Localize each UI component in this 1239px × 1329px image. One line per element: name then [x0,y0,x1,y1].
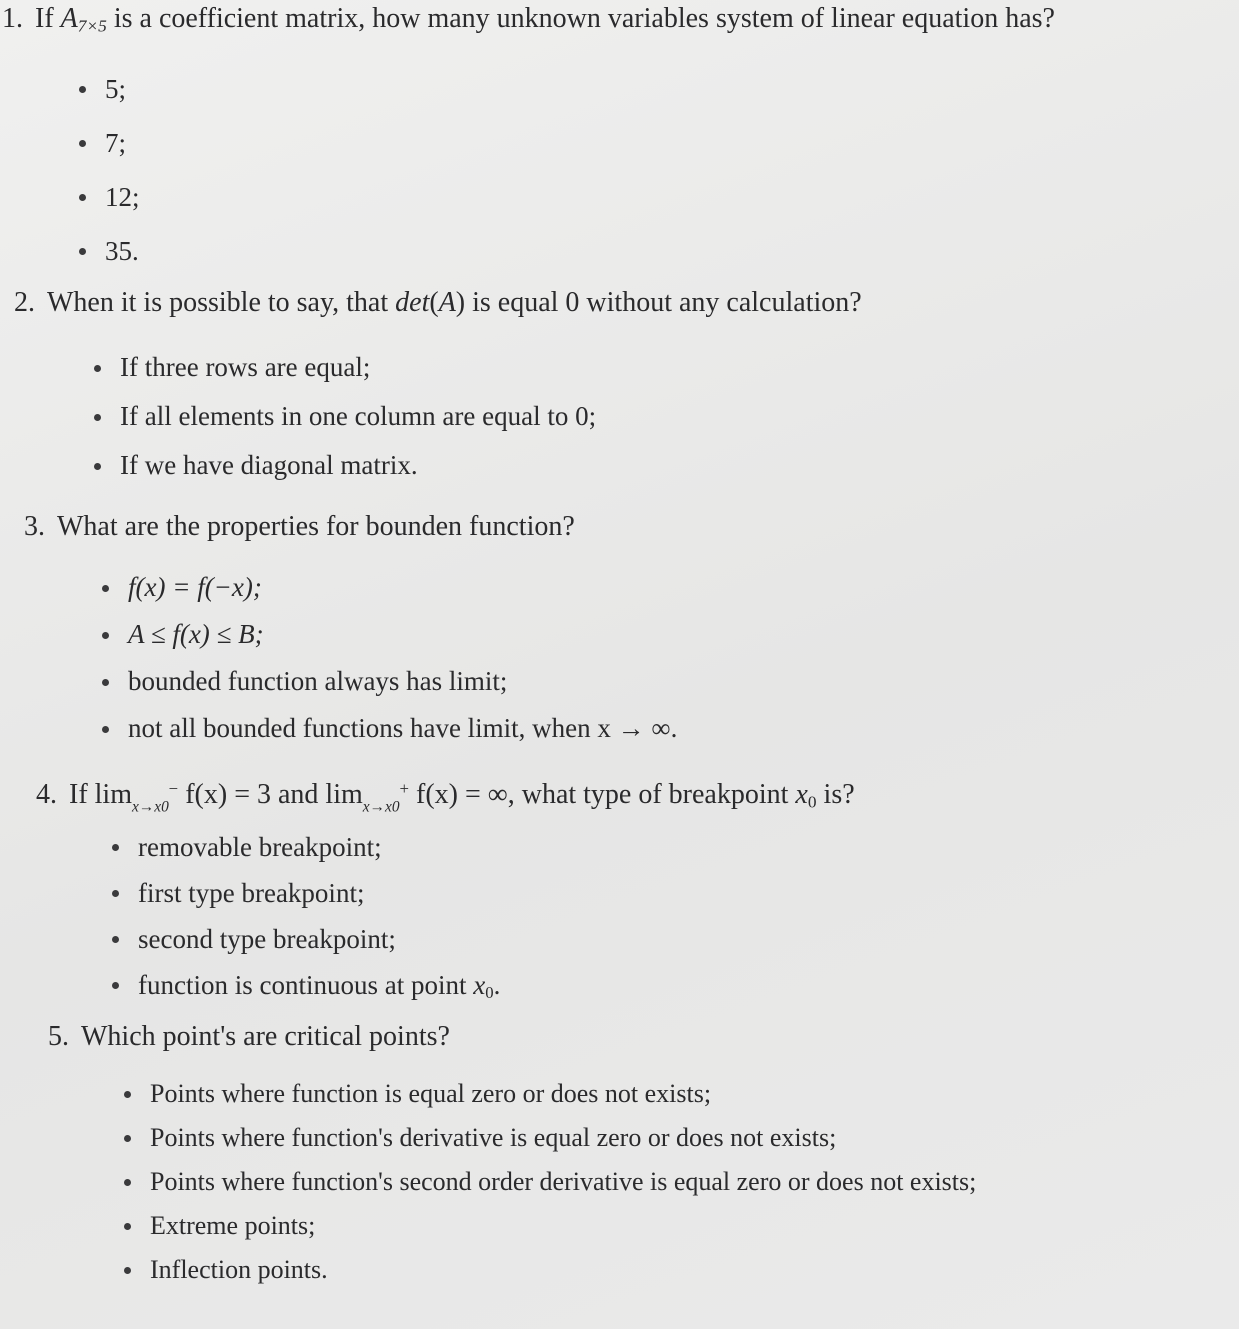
matrix-symbol: A [60,3,78,34]
point-symbol: x [795,779,808,811]
option-item: Points where function's second order derivative is equal zero or does not exists; [150,1160,976,1204]
option-text: function is continuous at point [138,970,474,1000]
question-4-title [36,772,855,825]
option-item: bounded function always has limit; [128,658,677,705]
limit-subscript: x→x [132,798,162,816]
option-item: Points where function's derivative is equal zero or does not exists; [150,1116,976,1160]
option-item: If all elements in one column are equal to 0; [120,392,596,441]
point-index: 0 [485,983,494,1003]
question-text: f(x) = 3 and lim [178,779,363,811]
question-text: ) is equal 0 without any calculation? [455,287,862,318]
question-text: is? [816,779,855,811]
question-number: 2. [14,287,35,318]
option-item: If three rows are equal; [120,343,596,392]
question-1-options [105,62,140,278]
limit-subscript-index: 0 [391,798,400,816]
question-text: If [35,3,61,34]
option-item: 12; [105,170,140,224]
question-text: f(x) = ∞, what type of breakpoint [409,779,796,811]
limit-subscript-index: 0 [161,798,169,816]
option-item: Points where function is equal zero or does not exists; [150,1072,976,1116]
option-item [138,962,500,1008]
matrix-symbol: A [438,287,456,318]
matrix-dimension: 7×5 [77,16,107,36]
limit-subscript: x→x [362,798,392,816]
question-5-options [150,1072,976,1292]
option-item: A ≤ f(x) ≤ B; [128,611,677,658]
option-item: 7; [105,116,140,170]
lim-text: If lim [69,779,132,811]
det-symbol: det [395,287,430,318]
question-5-title [48,1020,450,1054]
option-item: 35. [105,224,140,278]
question-number: 5. [48,1021,69,1052]
option-item: first type breakpoint; [138,870,500,916]
question-number: 3. [24,511,45,542]
question-text: is a coefficient matrix, how many unknown variables system of linear equation has? [106,3,1055,34]
point-symbol: x [473,970,486,1000]
point-index: 0 [807,792,817,812]
right-limit-sign: + [399,779,409,798]
paren: ( [429,287,439,318]
option-item: not all bounded functions have limit, when x → ∞. [128,705,677,752]
option-text: . [493,970,501,1000]
question-2-options [120,343,596,490]
question-3-title [24,510,575,544]
question-text: When it is possible to say, that [47,287,396,318]
option-item: If we have diagonal matrix. [120,441,596,490]
question-text: Which point's are critical points? [81,1021,450,1052]
question-2-title [14,286,862,320]
question-1-title [2,2,1055,43]
option-item: removable breakpoint; [138,824,500,870]
question-number: 4. [36,779,57,811]
option-item: Extreme points; [150,1204,976,1248]
question-4-options [138,824,500,1008]
option-item: second type breakpoint; [138,916,500,962]
question-3-options [128,564,677,752]
question-text: What are the properties for bounden function? [57,511,575,542]
left-limit-sign: − [168,779,179,798]
option-item: 5; [105,62,140,116]
question-number: 1. [2,3,23,34]
option-item: Inflection points. [150,1248,976,1292]
option-item: f(x) = f(−x); [128,564,677,611]
